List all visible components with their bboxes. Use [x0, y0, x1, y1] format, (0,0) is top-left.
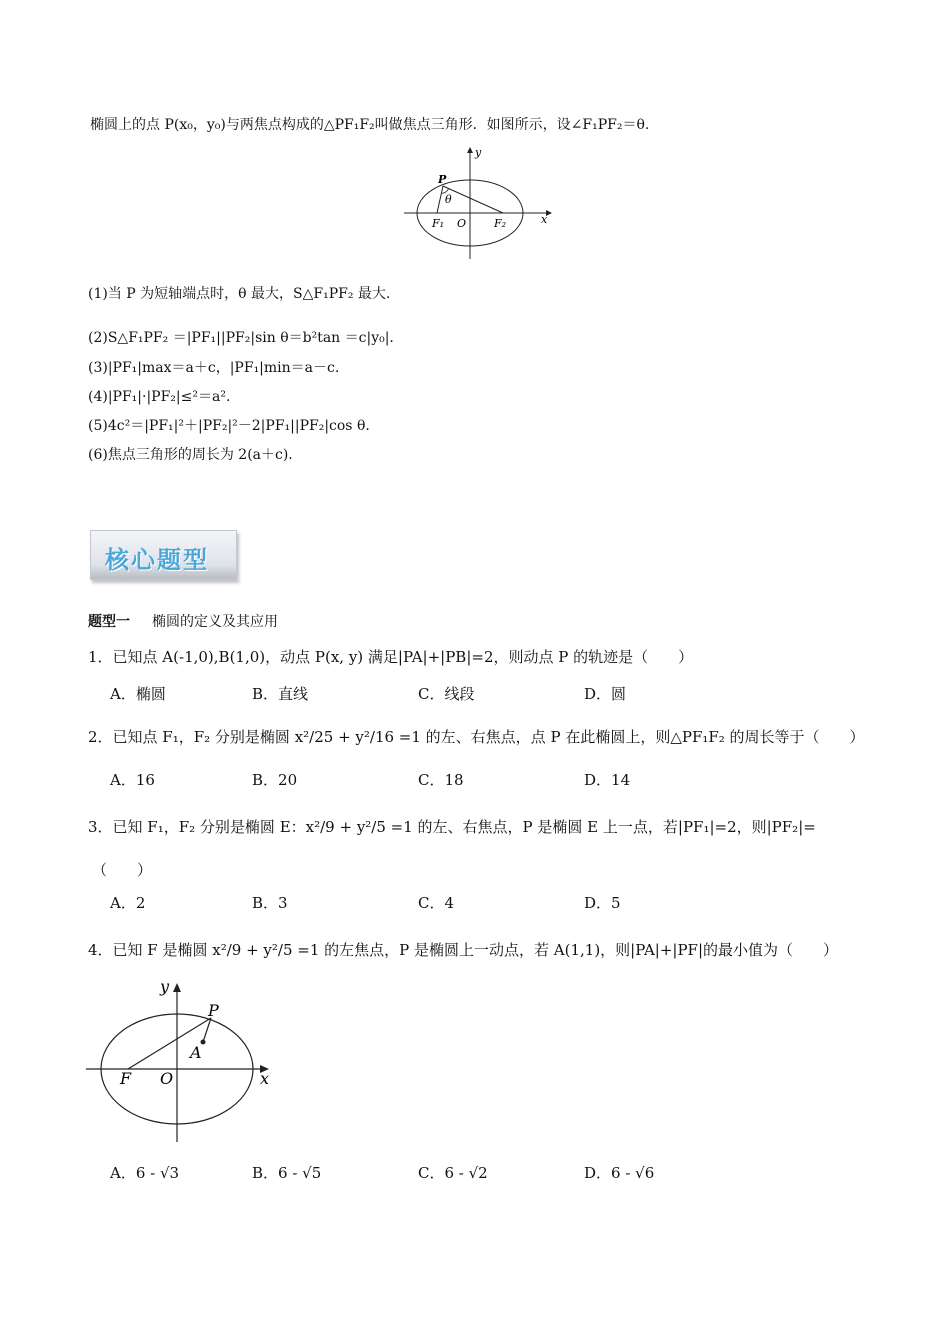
label-P: P: [208, 1001, 219, 1020]
label-F: F: [120, 1069, 132, 1088]
question-3-option-c: C．4: [418, 894, 455, 912]
section-title: 核心题型: [105, 545, 209, 574]
question-4-option-d: D．6 - √6: [584, 1164, 655, 1182]
label-O: O: [457, 217, 467, 230]
focal-triangle-figure: [400, 145, 560, 263]
question-1-option-a: A．椭圆: [110, 685, 166, 703]
question-2-option-a: A．16: [110, 771, 155, 789]
property-6: (6)焦点三角形的周长为 2(a＋c).: [88, 447, 293, 463]
property-2: (2)S△F₁PF₂ ＝|PF₁||PF₂|sin θ＝b²tan ＝c|y₀|.: [88, 330, 394, 346]
question-2-option-c: C．18: [418, 771, 464, 789]
question-2-option-b: B．20: [252, 771, 298, 789]
question-1-option-b: B．直线: [252, 685, 309, 703]
label-x: x: [260, 1069, 270, 1088]
label-F2: F₂: [494, 217, 507, 230]
question-4-figure: [84, 978, 284, 1146]
intro-text: 椭圆上的点 P(x₀，y₀)与两焦点构成的△PF₁F₂叫做焦点三角形．如图所示，设∠F₁PF₂＝θ.: [90, 117, 650, 133]
question-2-option-d: D．14: [584, 771, 631, 789]
question-4-option-b: B．6 - √5: [252, 1164, 322, 1182]
property-4: (4)|PF₁|·|PF₂|≤²＝a².: [88, 389, 231, 405]
question-3-option-d: D．5: [584, 894, 621, 912]
pf1-segment: [437, 186, 443, 213]
y-axis-arrow: [467, 147, 473, 153]
label-O: O: [160, 1069, 174, 1088]
question-2-stem: 2．已知点 F₁，F₂ 分别是椭圆 x²/25 + y²/16 =1 的左、右焦点，点 P 在此椭圆上，则△PF₁F₂ 的周长等于（ ）: [88, 728, 865, 746]
section-banner: [90, 530, 237, 580]
question-3-stem: 3．已知 F₁，F₂ 分别是椭圆 E：x²/9 + y²/5 =1 的左、右焦点，P 是椭圆 E 上一点，若|PF₁|=2，则|PF₂|=: [88, 818, 816, 836]
label-F1: F₁: [432, 217, 445, 230]
y-axis-arrow: [173, 983, 181, 992]
question-1-stem: 1．已知点 A(-1,0),B(1,0)，动点 P(x, y) 满足|PA|+|PB|=2，则动点 P 的轨迹是（ ）: [88, 648, 694, 666]
question-3-stem-cont: （ ）: [92, 861, 153, 879]
question-4-option-c: C．6 - √2: [418, 1164, 488, 1182]
label-x: x: [541, 213, 548, 226]
property-1: (1)当 P 为短轴端点时，θ 最大，S△F₁PF₂ 最大.: [88, 286, 391, 302]
label-P: P: [438, 173, 447, 186]
question-3-option-b: B．3: [252, 894, 288, 912]
question-1-option-c: C．线段: [418, 685, 475, 703]
label-theta: θ: [445, 193, 452, 206]
property-3: (3)|PF₁|max＝a＋c，|PF₁|min＝a－c.: [88, 360, 340, 376]
label-y: y: [475, 146, 482, 159]
label-y: y: [160, 978, 170, 996]
question-3-option-a: A．2: [110, 894, 146, 912]
question-4-stem: 4．已知 F 是椭圆 x²/9 + y²/5 =1 的左焦点，P 是椭圆上一动点，若 A(1,1)，则|PA|+|PF|的最小值为（ ）: [88, 941, 839, 959]
question-1-option-d: D．圆: [584, 685, 627, 703]
question-4-option-a: A．6 - √3: [110, 1164, 180, 1182]
label-A: A: [190, 1043, 202, 1062]
type-name: 椭圆的定义及其应用: [152, 614, 278, 630]
type-heading: 题型一: [88, 614, 130, 630]
property-5: (5)4c²＝|PF₁|²＋|PF₂|²－2|PF₁||PF₂|cos θ.: [88, 418, 370, 434]
pf2-segment: [443, 186, 503, 213]
